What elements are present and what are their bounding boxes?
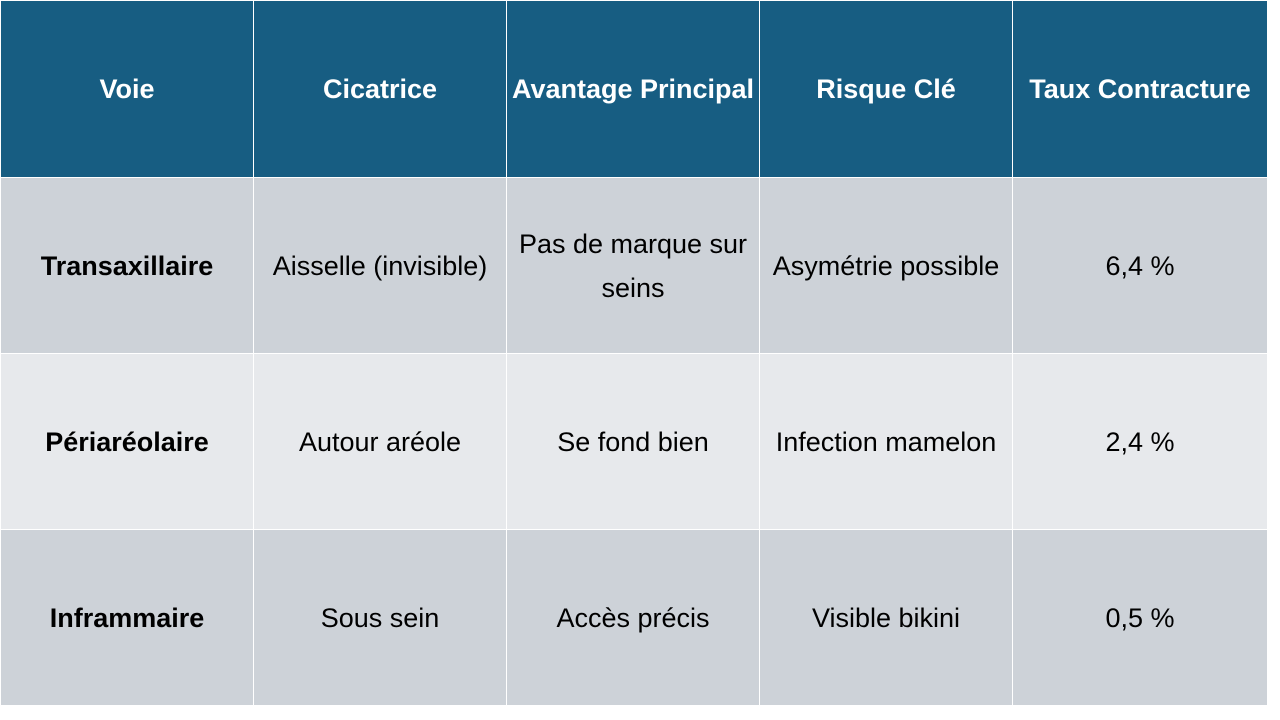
header-avantage-principal: Avantage Principal bbox=[507, 1, 760, 178]
cell-risque: Visible bikini bbox=[760, 530, 1013, 706]
header-risque-cle: Risque Clé bbox=[760, 1, 1013, 178]
cell-cicatrice: Aisselle (invisible) bbox=[254, 178, 507, 354]
table-body bbox=[1, 178, 1268, 706]
cell-cicatrice: Autour aréole bbox=[254, 354, 507, 530]
header-taux-contracture: Taux Contracture bbox=[1013, 1, 1268, 178]
table-row bbox=[1, 354, 1268, 530]
table-row bbox=[1, 178, 1268, 354]
cell-voie: Transaxillaire bbox=[1, 178, 254, 354]
cell-taux: 6,4 % bbox=[1013, 178, 1268, 354]
cell-taux: 0,5 % bbox=[1013, 530, 1268, 706]
cell-voie: Périaréolaire bbox=[1, 354, 254, 530]
cell-risque: Asymétrie possible bbox=[760, 178, 1013, 354]
cell-avantage: Pas de marque sur seins bbox=[507, 178, 760, 354]
header-row bbox=[1, 1, 1268, 178]
header-voie: Voie bbox=[1, 1, 254, 178]
table-row bbox=[1, 530, 1268, 706]
cell-avantage: Se fond bien bbox=[507, 354, 760, 530]
cell-cicatrice: Sous sein bbox=[254, 530, 507, 706]
cell-voie: Inframmaire bbox=[1, 530, 254, 706]
cell-risque: Infection mamelon bbox=[760, 354, 1013, 530]
header-cicatrice: Cicatrice bbox=[254, 1, 507, 178]
table-header bbox=[1, 1, 1268, 178]
cell-taux: 2,4 % bbox=[1013, 354, 1268, 530]
cell-avantage: Accès précis bbox=[507, 530, 760, 706]
